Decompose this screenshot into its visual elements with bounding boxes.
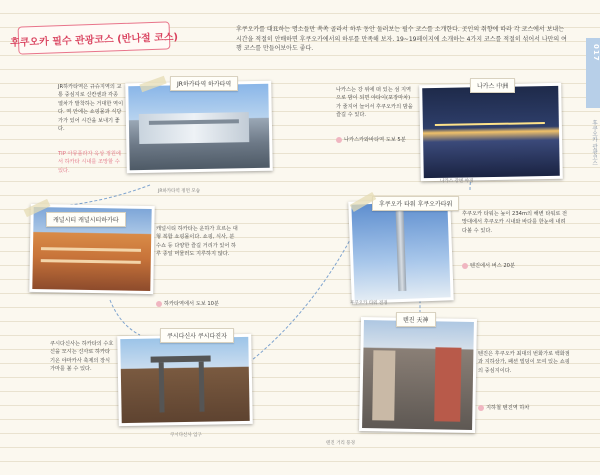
label-hakata-station: JR하카타역 하카타역 — [170, 76, 238, 91]
label-canal-city: 캐널시티 캐널시티하카타 — [46, 212, 126, 227]
text-canal-info — [156, 300, 238, 308]
info-icon — [478, 405, 484, 411]
caption-fukuoka-tower: 후쿠오카 타워 전경 — [350, 301, 388, 306]
info-icon — [462, 263, 468, 269]
label-tenjin: 텐진 天神 — [396, 312, 436, 327]
info-icon — [336, 137, 342, 143]
text-tenjin-info — [478, 404, 570, 412]
photo-nakasu — [419, 83, 563, 181]
text-tenjin-desc: 텐진은 후쿠오카 최대의 번화가로 백화점과 지하상가, 패션 빌딩이 모여 있는 쇼핑의 중심지이다. — [478, 351, 570, 374]
nakasu-info-value: 나카스카와바타역 도보 5분 — [344, 137, 406, 143]
photo-fukuoka-tower — [348, 198, 453, 303]
photo-tenjin — [359, 317, 477, 433]
text-nakasu-desc: 나카스는 강 위에 떠 있는 섬 지역으로 밤이 되면 야타이(포장마차)가 줄지어 늘어서 후쿠오카의 밤을 즐길 수 있다. — [336, 87, 413, 119]
text-nakasu-info — [336, 136, 414, 144]
photo-hakata-station — [125, 81, 273, 174]
caption-nakasu: 나카스 강변 야경 — [440, 179, 474, 184]
canal-info-value: 하카타역에서 도보 10분 — [164, 301, 219, 307]
fukuoka-tower-info-value: 텐진에서 버스 20분 — [470, 263, 515, 269]
text-canal-desc: 캐널시티 하카타는 운하가 흐르는 대형 복합 쇼핑몰이다. 쇼핑, 식사, 분수쇼 등 다양한 즐길 거리가 있어 하루 종일 머물러도 지루하지 않다. — [156, 226, 238, 258]
text-fukuoka-tower-info — [462, 262, 570, 270]
page-title: 후쿠오카 필수 관광코스 (반나절 코스) — [18, 21, 171, 54]
info-icon — [156, 301, 162, 307]
text-fukuoka-tower-desc: 후쿠오카 타워는 높이 234m의 해변 타워로 전망대에서 후쿠오카 시내와 바다를 한눈에 내려다볼 수 있다. — [462, 211, 568, 234]
label-kushida-shrine: 쿠시다신사 쿠시다진자 — [160, 328, 234, 343]
text-kushida-desc: 쿠시다신사는 하카타의 수호신을 모시는 신사로 하카타 기온 야마카사 축제의 장식 가마를 볼 수 있다. — [50, 341, 114, 373]
caption-tenjin: 텐진 거리 풍경 — [326, 441, 355, 446]
photo-kushida-shrine — [117, 334, 253, 426]
tenjin-info-value: 지하철 텐진역 하차 — [486, 405, 530, 411]
caption-kushida-shrine: 쿠시다신사 입구 — [170, 433, 202, 438]
text-hakata-tip: TIP 아뮤플라자 옥상 정원에서 하카타 시내를 조망할 수 있다. — [58, 151, 121, 174]
side-chapter-text: 후쿠오카 관광코스 — [591, 120, 597, 166]
page-number: 017 — [592, 44, 600, 62]
label-fukuoka-tower: 후쿠오카 타워 후쿠오카타워 — [372, 196, 459, 211]
text-hakata-desc: JR하카타역은 규슈지역의 교통 중심지로 신칸센과 각종 열차가 발착하는 거대한 역이다. 역 안에는 쇼핑몰과 식당가가 있어 시간을 보내기 좋다. — [58, 84, 124, 133]
label-nakasu: 나카스 中洲 — [470, 78, 515, 93]
caption-hakata-station: JR하카타역 정면 모습 — [158, 189, 201, 194]
intro-paragraph: 후쿠오카를 대표하는 명소들만 쏙쏙 골라서 하루 동안 둘러보는 필수 코스를 소개한다. 곳인의 취향에 따라 각 코스에서 보내는 시간을 적절히 안배하면 후쿠오카에서의 하루를 만족해 보자. 19~19페이지에 소개하는 4가지 코스를 적절히 섞어서 나만의 여행 코스를 만들어보아도 좋다. — [236, 26, 567, 52]
